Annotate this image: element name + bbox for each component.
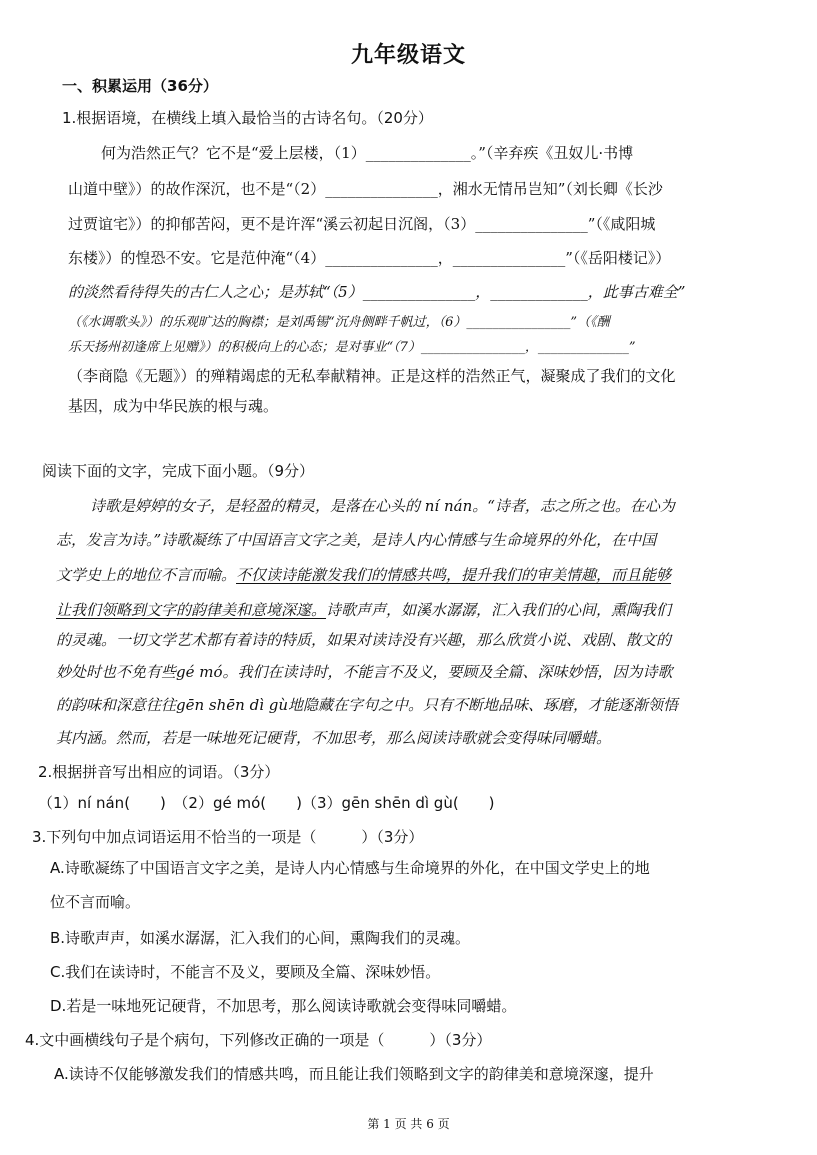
q3-option-c: C.我们在读诗时，不能言不及义，要顾及全篇、深味妙悟。 xyxy=(50,963,441,981)
reading-line-4 xyxy=(56,600,671,620)
reading-intro: 阅读下面的文字，完成下面小题。（9分） xyxy=(42,462,315,480)
reading-line-3a xyxy=(56,565,671,585)
question-1-stem: 1.根据语境，在横线上填入最恰当的古诗名句。（20分） xyxy=(62,109,433,127)
reading-line-3-plain: 文学史上的地位不言而喻。 xyxy=(56,566,237,584)
q1-line-5: 的淡然看待得失的古仁人之心；是苏轼“（5）_______________，_____________，此事古难全” xyxy=(68,283,686,301)
q1-line-8: （李商隐《无题》）的殚精竭虑的无私奉献精神。正是这样的浩然正气，凝聚成了我们的文化 xyxy=(68,367,676,385)
q1-line-3: 过贾谊宅》）的抑郁苦闷，更不是许浑“溪云初起日沉阁，（3）_______________”（《咸阳城 xyxy=(68,215,656,233)
question-4-stem: 4.文中画横线句子是个病句，下列修改正确的一项是（ ）（3分） xyxy=(25,1031,492,1049)
reading-line-6: 妙处时也不免有些gé mó。我们在读诗时，不能言不及义，要顾及全篇、深味妙悟，因为诗歌 xyxy=(56,663,673,681)
question-2-answers: （1）ní nán( ) （2）gé mó( )（3）gēn shēn dì gù( ) xyxy=(38,794,495,812)
q1-line-4: 东楼》）的惶恐不安。它是范仲淹“（4）_______________，_______________”（《岳阳楼记》） xyxy=(68,249,671,267)
reading-line-2: 志，发言为诗。”诗歌凝练了中国语言文字之美，是诗人内心情感与生命境界的外化，在中国 xyxy=(56,531,657,549)
page-title: 九年级语文 xyxy=(350,43,466,68)
q4-option-a: A.读诗不仅能够激发我们的情感共鸣，而且能让我们领略到文字的韵律美和意境深邃，提升 xyxy=(54,1065,654,1083)
question-3-stem: 3.下列句中加点词语运用不恰当的一项是（ ）（3分） xyxy=(32,828,424,846)
section-heading: 一、积累运用（36分） xyxy=(62,77,218,95)
q1-line-9: 基因，成为中华民族的根与魂。 xyxy=(68,397,279,415)
q1-line-6: （《水调歌头》）的乐观旷达的胸襟；是刘禹锡“沉舟侧畔千帆过，（6）________________”（《酬 xyxy=(68,315,610,330)
underlined-sentence-part-1: 不仅读诗能激发我们的情感共鸣，提升我们的审美情趣，而且能够 xyxy=(236,566,672,584)
reading-line-5: 的灵魂。一切文学艺术都有着诗的特质，如果对读诗没有兴趣，那么欣赏小说、戏剧、散文的 xyxy=(56,631,672,649)
reading-line-7: 的韵味和深意往往gēn shēn dì gù地隐藏在字句之中。只有不断地品味、琢磨，才能逐渐领悟 xyxy=(56,696,679,714)
question-2-stem: 2.根据拼音写出相应的词语。（3分） xyxy=(38,763,280,781)
q1-line-1: 何为浩然正气？它不是“爱上层楼，（1）______________。”（辛弃疾《丑奴儿·书博 xyxy=(101,144,634,162)
q3-option-d: D.若是一味地死记硬背，不加思考，那么阅读诗歌就会变得味同嚼蜡。 xyxy=(50,997,517,1015)
underlined-sentence-part-2: 让我们领略到文字的韵律美和意境深邃。 xyxy=(56,601,327,619)
q3-option-a: A.诗歌凝练了中国语言文字之美，是诗人内心情感与生命境界的外化，在中国文学史上的地 xyxy=(50,859,650,877)
reading-line-4-plain: 诗歌声声，如溪水潺潺，汇入我们的心间，熏陶我们 xyxy=(326,601,672,619)
q1-line-2: 山道中壁》）的故作深沉，也不是“（2）_______________，湘水无情吊岂知”（刘长卿《长沙 xyxy=(68,180,663,198)
page-footer: 第 1 页 共 6 页 xyxy=(367,1117,450,1131)
reading-line-8: 其内涵。然而，若是一味地死记硬背，不加思考，那么阅读诗歌就会变得味同嚼蜡。 xyxy=(56,729,612,747)
q3-option-a-cont: 位不言而喻。 xyxy=(50,893,141,911)
reading-line-1: 诗歌是婷婷的女子，是轻盈的精灵，是落在心头的 ní nán。“诗者，志之所之也。在心为 xyxy=(90,497,675,515)
q3-option-b: B.诗歌声声，如溪水潺潺，汇入我们的心间，熏陶我们的灵魂。 xyxy=(50,929,471,947)
q1-line-7: 乐天扬州初逢席上见赠》）的积极向上的心态；是对事业“（7）________________，______________” xyxy=(68,340,636,355)
